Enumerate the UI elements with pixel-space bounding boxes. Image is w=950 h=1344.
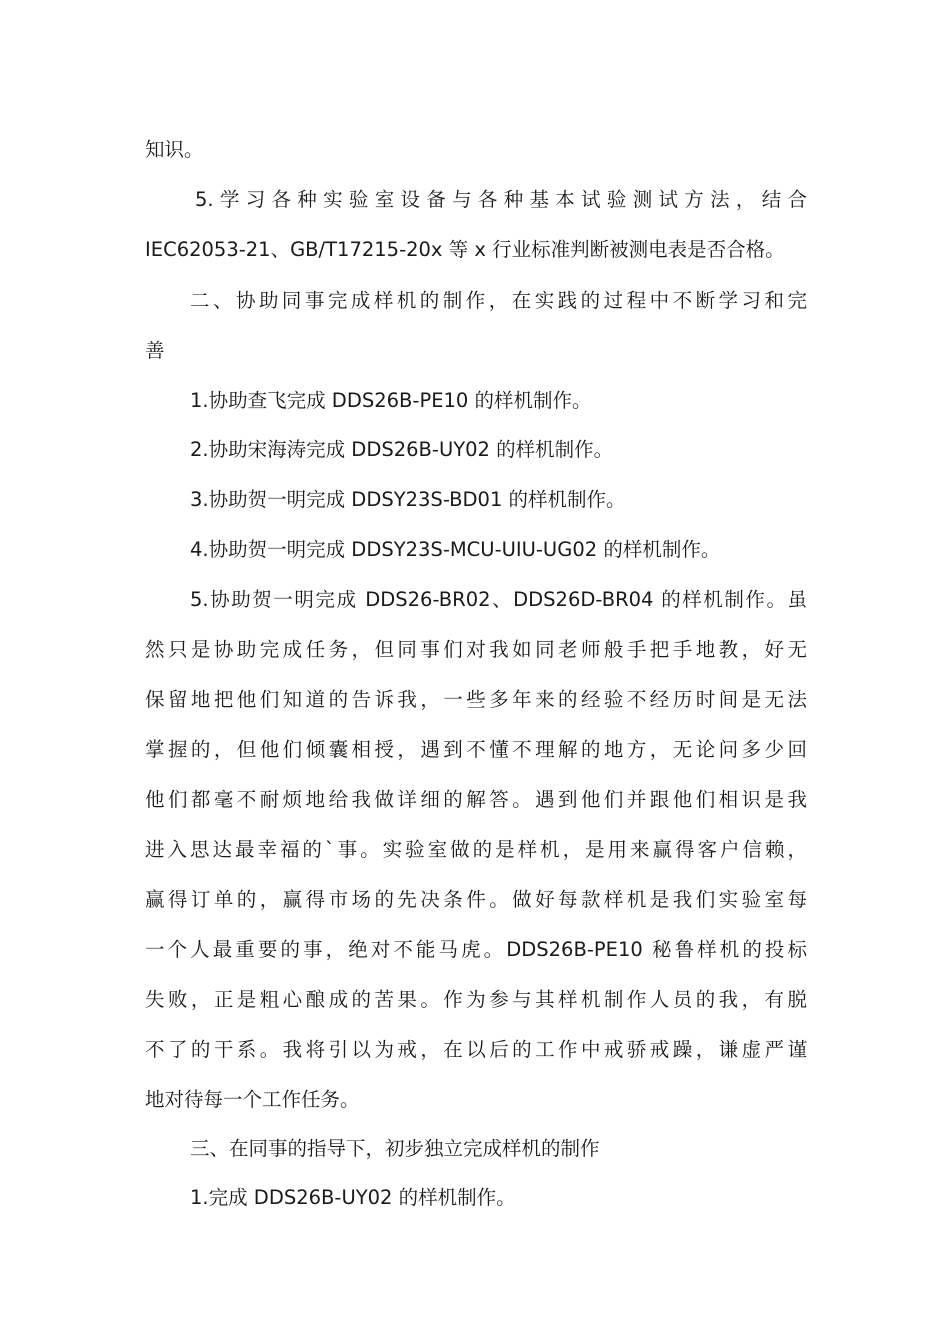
list-item: 1.协助查飞完成 DDS26B-PE10 的样机制作。 xyxy=(190,389,592,412)
paragraph-line: 失败，正是粗心酿成的苦果。作为参与其样机制作人员的我，有脱 xyxy=(145,988,807,1011)
list-item: 4.协助贺一明完成 DDSY23S-MCU-UIU-UG02 的样机制作。 xyxy=(190,538,721,561)
paragraph-line: 他们都毫不耐烦地给我做详细的解答。遇到他们并跟他们相识是我 xyxy=(145,788,807,811)
paragraph-line: 掌握的，但他们倾囊相授，遇到不懂不理解的地方，无论问多少回 xyxy=(145,738,807,761)
paragraph-line: IEC62053-21、GB/T17215-20x 等 x 行业标准判断被测电表是否合格。 xyxy=(145,238,785,261)
paragraph-line: 5.协助贺一明完成 DDS26-BR02、DDS26D-BR04 的样机制作。虽 xyxy=(190,588,807,611)
section-heading: 二、协助同事完成样机的制作，在实践的过程中不断学习和完 xyxy=(190,289,807,312)
paragraph-line: 知识。 xyxy=(145,138,204,161)
section-heading: 三、在同事的指导下，初步独立完成样机的制作 xyxy=(190,1137,600,1160)
paragraph-line: 不了的干系。我将引以为戒，在以后的工作中戒骄戒躁，谦虚严谨 xyxy=(145,1038,807,1061)
section-heading: 善 xyxy=(145,339,165,362)
paragraph-line: 一个人最重要的事，绝对不能马虎。DDS26B-PE10 秘鲁样机的投标 xyxy=(145,938,807,961)
paragraph-line: 5.学习各种实验室设备与各种基本试验测试方法，结合 xyxy=(195,188,807,211)
paragraph-line: 然只是协助完成任务，但同事们对我如同老师般手把手地教，好无 xyxy=(145,638,807,661)
list-item: 3.协助贺一明完成 DDSY23S-BD01 的样机制作。 xyxy=(190,488,626,511)
paragraph-line: 进入思达最幸福的`事。实验室做的是样机，是用来赢得客户信赖， xyxy=(145,838,807,861)
list-item: 1.完成 DDS26B-UY02 的样机制作。 xyxy=(190,1186,516,1209)
paragraph-line: 赢得订单的，赢得市场的先决条件。做好每款样机是我们实验室每 xyxy=(145,888,807,911)
paragraph-line: 保留地把他们知道的告诉我，一些多年来的经验不经历时间是无法 xyxy=(145,688,807,711)
list-item: 2.协助宋海涛完成 DDS26B-UY02 的样机制作。 xyxy=(190,438,614,461)
paragraph-line: 地对待每一个工作任务。 xyxy=(145,1088,360,1111)
